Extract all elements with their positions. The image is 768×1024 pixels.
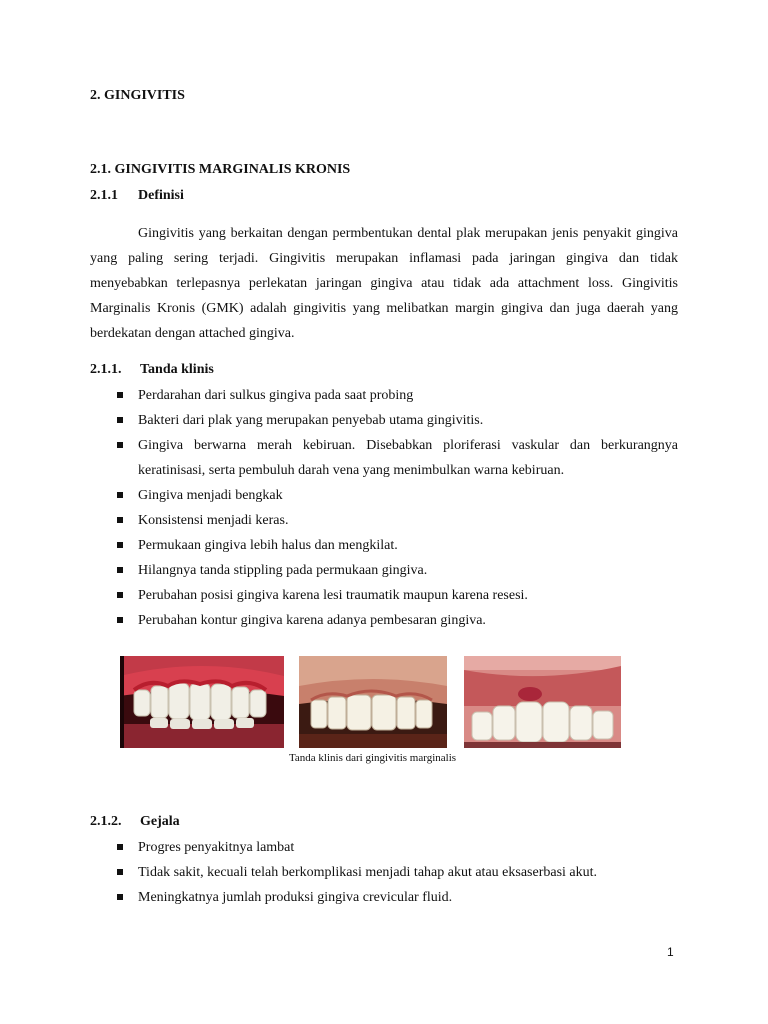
gingivitis-photo-2 bbox=[299, 656, 447, 748]
gejala-number: 2.1.2. bbox=[90, 814, 122, 829]
figure-caption: Tanda klinis dari gingivitis marginalis bbox=[288, 752, 457, 764]
list-item: Meningkatnya jumlah produksi gingiva crevicular fluid. bbox=[90, 885, 678, 910]
list-item: Konsistensi menjadi keras. bbox=[90, 508, 678, 533]
gejala-list bbox=[90, 835, 678, 910]
gingivitis-photo-1 bbox=[120, 656, 284, 748]
list-item: Hilangnya tanda stippling pada permukaan gingiva. bbox=[90, 558, 678, 583]
list-item: Gingiva berwarna merah kebiruan. Disebabkan ploriferasi vaskular dan berkurangnya keratinisasi, serta pembuluh darah vena yang menimbulkan warna kebiruan. bbox=[90, 433, 678, 483]
tanda-klinis-heading bbox=[90, 362, 214, 378]
gingivitis-photo-3 bbox=[464, 656, 621, 748]
list-item: Perubahan posisi gingiva karena lesi traumatik maupun karena resesi. bbox=[90, 583, 678, 608]
tanda-klinis-number: 2.1.1. bbox=[90, 362, 122, 377]
list-item: Progres penyakitnya lambat bbox=[90, 835, 678, 860]
list-item: Permukaan gingiva lebih halus dan mengkilat. bbox=[90, 533, 678, 558]
definisi-heading bbox=[90, 188, 184, 204]
document-title: 2. GINGIVITIS bbox=[90, 88, 185, 103]
gejala-heading bbox=[90, 814, 180, 830]
definisi-number: 2.1.1 bbox=[90, 188, 118, 203]
definisi-label: Definisi bbox=[138, 188, 184, 203]
list-item: Perubahan kontur gingiva karena adanya pembesaran gingiva. bbox=[90, 608, 678, 633]
list-item: Perdarahan dari sulkus gingiva pada saat probing bbox=[90, 383, 678, 408]
definisi-text: Gingivitis yang berkaitan dengan permbentukan dental plak merupakan jenis penyakit gingiva yang paling sering terjadi. Gingivitis merupakan inflamasi pada jaringan gingiva dan tidak menyebabkan terlepasnya perlekatan jaringan gingiva atau tidak ada attachment loss. Gingivitis Marginalis Kronis (GMK) adalah gingivitis yang melibatkan margin gingiva dan juga daerah yang berdekatan dengan attached gingiva. bbox=[90, 226, 678, 341]
list-item: Bakteri dari plak yang merupakan penyebab utama gingivitis. bbox=[90, 408, 678, 433]
gejala-label: Gejala bbox=[140, 814, 180, 829]
list-item: Tidak sakit, kecuali telah berkomplikasi menjadi tahap akut atau eksaserbasi akut. bbox=[90, 860, 678, 885]
tanda-klinis-list bbox=[90, 383, 678, 633]
tanda-klinis-label: Tanda klinis bbox=[140, 362, 214, 377]
section-heading: 2.1. GINGIVITIS MARGINALIS KRONIS bbox=[90, 162, 351, 177]
definisi-paragraph bbox=[90, 221, 678, 346]
page-number: 1 bbox=[667, 945, 674, 959]
list-item: Gingiva menjadi bengkak bbox=[90, 483, 678, 508]
